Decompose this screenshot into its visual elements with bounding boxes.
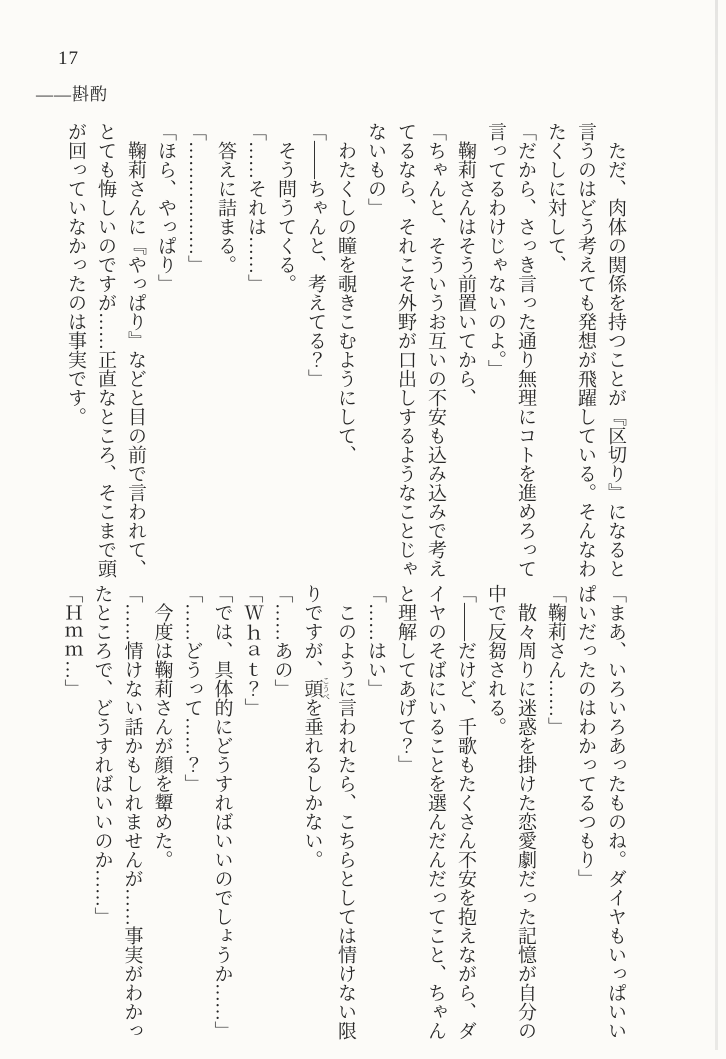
text-line: てるなら、それこそ外野が口出しするようなことじゃ <box>395 122 416 578</box>
text-line: 「……はい」 <box>365 584 386 698</box>
text-line: 「……情けない話かもしれませんが……事実がわかっ <box>121 584 143 1040</box>
text-line: 「まあ、いろいろあったものね。ダイヤもいっぱいい <box>605 584 626 1040</box>
text-line: 鞠莉さんに『やっぱり』などと目の前で言われて、 <box>125 122 146 578</box>
text-line: イヤのそばにいることを選んだんだってこと、ちゃん <box>425 584 446 1040</box>
text-line: 「……あの」 <box>271 584 293 698</box>
text-line: 言ってるわけじゃないのよ。」 <box>485 122 506 379</box>
text-line: このように言われたら、こちらとしては情けない限 <box>335 584 356 1040</box>
text-line: わたくしの瞳を覗きこむようにして、 <box>335 122 356 464</box>
section-heading: ――斟酌 <box>36 85 108 104</box>
text-line: が回っていなかったのは事実です。 <box>65 122 86 426</box>
text-line: 今度は鞠莉さんが顔を顰めた。 <box>151 584 173 869</box>
text-line: 「だから、さっき言った通り無理にコトを進めろって <box>515 122 536 578</box>
text-line: ただ、肉体の関係を持つことが『区切り』になると <box>605 122 626 578</box>
text-line: 「……どうって……？」 <box>181 584 203 793</box>
text-line: とても悔しいのですが……正直なところ、そこまで頭 <box>95 122 116 578</box>
text-line: 散々周りに迷惑を掛けた恋愛劇だった記憶が自分の <box>515 584 536 1040</box>
page-edge-shadow <box>715 0 718 1050</box>
bottom-text-block <box>57 584 631 1059</box>
text-line: 「Ｈｍｍ…」 <box>61 584 83 698</box>
ruby-annotation: 頭 こうべ <box>301 676 331 701</box>
text-line: 「――だけど、千歌もたくさん不安を抱えながら、ダ <box>455 584 476 1040</box>
text-line: と理解してあげて？」 <box>395 584 416 774</box>
text-line: 鞠莉さんはそう前置いてから、 <box>455 122 476 407</box>
text-line: 「ちゃんと、そういうお互いの不安も込み込みで考え <box>425 122 446 578</box>
page-number: 17 <box>58 48 79 69</box>
top-text-block <box>60 122 630 597</box>
text-line: そう問うてくる。 <box>275 122 296 293</box>
text-line: 「では、具体的にどうすればいいのでしょうか……」 <box>211 584 233 1040</box>
text-line: 「……それは……」 <box>245 122 266 293</box>
text-line: 「――ちゃんと、考えてる？」 <box>305 122 326 388</box>
text-line: 「………………」 <box>185 122 206 274</box>
text-line: 「Ｗｈａｔ？」 <box>241 584 263 717</box>
text-line: 答えに詰まる。 <box>215 122 236 274</box>
text-line: 「鞠莉さん……」 <box>545 584 566 736</box>
text-line: たところで、どうすればいいのか……」 <box>91 584 113 926</box>
text-line: ぱいだったのはわかってるつもり」 <box>575 584 596 888</box>
text-line: 言うのはどう考えても発想が飛躍している。そんなわ <box>575 122 596 578</box>
text-line: ないもの」 <box>365 122 386 217</box>
text-line: 中で反芻される。 <box>485 584 506 736</box>
text-line: たくしに対して、 <box>545 122 566 274</box>
text-line: 「ほら、やっぱり」 <box>155 122 176 293</box>
text-line: りですが、頭 こうべを垂れるしかない。 <box>301 584 331 869</box>
